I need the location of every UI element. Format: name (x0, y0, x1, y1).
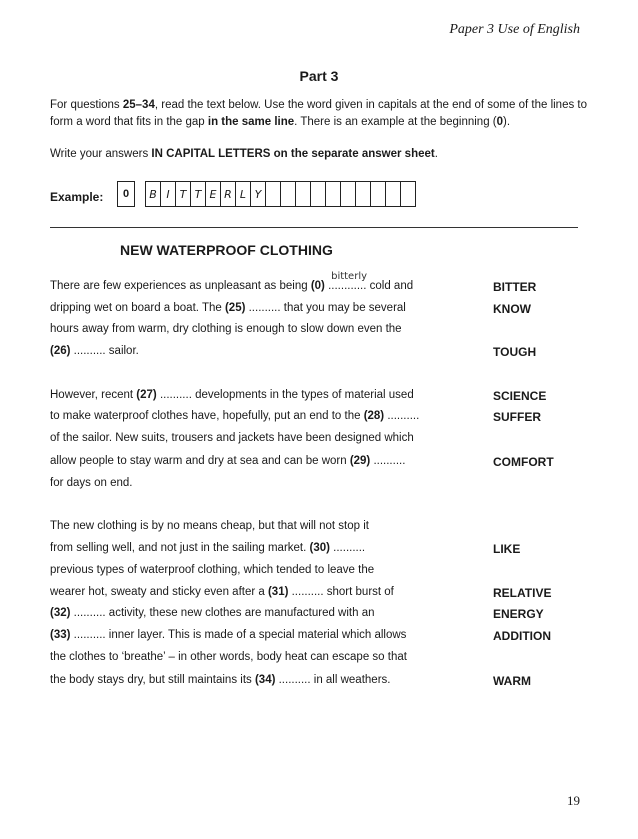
intro-text: Write your answers (50, 148, 152, 160)
answer-instructions (50, 148, 438, 160)
keyword-like: LIKE (493, 542, 521, 556)
letter-box: T (190, 181, 206, 207)
text-line (50, 345, 139, 357)
gap-number: (33) (50, 629, 71, 641)
line-text: allow people to stay warm and dry at sea and can be worn (50, 455, 350, 467)
line-text: from selling well, and not just in the sailing market. (50, 542, 310, 554)
example-label: Example: (50, 190, 104, 204)
text-line: previous types of waterproof clothing, which tended to leave the (50, 564, 375, 576)
line-text: .......... (370, 455, 406, 467)
gap-number: (34) (254, 674, 276, 686)
letter-box (325, 181, 341, 207)
intro-text: , read the text below. Use the word given in capitals at the end of some of the lines to form a word that fits in the gap (50, 99, 588, 128)
running-header: Paper 3 Use of English (449, 22, 580, 37)
letter-box (265, 181, 281, 207)
intro-text: ). (503, 116, 511, 128)
instructions (50, 97, 590, 131)
gap-number: (32) (50, 607, 71, 619)
keyword-energy: ENERGY (493, 607, 544, 621)
letter-box (280, 181, 296, 207)
keyword-warm: WARM (493, 674, 531, 688)
gap-number: (29) (349, 455, 371, 467)
text-line: The new clothing is by no means cheap, but that will not stop it (50, 520, 369, 532)
line-text: .......... in all weathers. (275, 674, 391, 686)
keyword-science: SCIENCE (493, 389, 547, 403)
letter-box: B (145, 181, 161, 207)
line-text: wearer hot, sweaty and sticky even after a (50, 586, 268, 598)
letter-box: L (235, 181, 251, 207)
keyword-suffer: SUFFER (493, 410, 541, 424)
gap-number: (0) (310, 280, 325, 292)
divider (50, 227, 578, 228)
page-number: 19 (567, 793, 580, 808)
keyword-addition: ADDITION (493, 629, 551, 643)
line-text: .......... short burst of (288, 586, 394, 598)
letter-box (370, 181, 386, 207)
text-line (50, 389, 414, 401)
intro-text: . (434, 148, 438, 160)
text-line: of the sailor. New suits, trousers and jackets have been designed which (50, 432, 414, 444)
letter-box: E (205, 181, 221, 207)
keyword-tough: TOUGH (493, 345, 537, 359)
text-line: the clothes to ‘breathe’ – in other words, body heat can escape so that (50, 651, 407, 663)
line-text: .......... (329, 542, 366, 554)
text-line (50, 542, 365, 554)
letter-box: R (220, 181, 236, 207)
text-line (50, 410, 419, 422)
line-text: .......... sailor. (70, 345, 139, 357)
letter-box (385, 181, 401, 207)
text-line (50, 455, 405, 467)
line-text: .......... inner layer. This is made of a special material which allows (70, 629, 407, 641)
example-gap (328, 271, 368, 292)
line-text: .......... that you may be several (245, 302, 406, 314)
text-line (50, 607, 375, 619)
text-line: for days on end. (50, 477, 133, 489)
gap-number: (25) (224, 302, 246, 314)
keyword-know: KNOW (493, 302, 531, 316)
text-title: NEW WATERPROOF CLOTHING (120, 242, 333, 258)
example-number-box: 0 (117, 181, 135, 207)
intro-text: For questions (50, 99, 123, 111)
gap-dots: ............ (328, 280, 367, 292)
letter-box (355, 181, 371, 207)
letter-box: T (175, 181, 191, 207)
gap-number: (26) (50, 345, 71, 357)
line-text: .......... activity, these new clothes are manufactured with an (70, 607, 375, 619)
emphasis: in the same line (207, 116, 295, 128)
letter-box (400, 181, 416, 207)
line-text: the body stays dry, but still maintains its (50, 674, 255, 686)
line-text: .......... developments in the types of material used (156, 389, 414, 401)
emphasis: IN CAPITAL LETTERS on the separate answer sheet (151, 148, 435, 160)
letter-box: I (160, 181, 176, 207)
line-text: dripping wet on board a boat. The (50, 302, 225, 314)
text-line: hours away from warm, dry clothing is enough to slow down even the (50, 323, 402, 335)
keyword-comfort: COMFORT (493, 455, 554, 469)
line-text: There are few experiences as unpleasant as being (50, 280, 311, 292)
part-title: Part 3 (299, 68, 339, 84)
letter-box (295, 181, 311, 207)
text-line (50, 271, 414, 292)
line-text: cold and (366, 280, 414, 292)
keyword-bitter: BITTER (493, 280, 537, 294)
line-text: to make waterproof clothes have, hopefully, put an end to the (50, 410, 364, 422)
question-range: 25–34 (122, 99, 155, 111)
text-line (50, 674, 390, 686)
emphasis: 0 (496, 116, 504, 128)
text-line (50, 586, 394, 598)
example-answer-boxes (117, 181, 415, 207)
gap-number: (27) (136, 389, 157, 401)
intro-text: . There is an example at the beginning ( (294, 116, 497, 128)
letter-box (310, 181, 326, 207)
line-text: .......... (384, 410, 420, 422)
line-text: However, recent (50, 389, 137, 401)
keyword-relative: RELATIVE (493, 586, 552, 600)
handwritten-answer: bitterly (331, 271, 368, 282)
gap-number: (30) (309, 542, 330, 554)
gap-number: (28) (363, 410, 385, 422)
letter-box (340, 181, 356, 207)
text-line (50, 302, 406, 314)
letter-box: Y (250, 181, 266, 207)
gap-number: (31) (267, 586, 289, 598)
text-line (50, 629, 406, 641)
